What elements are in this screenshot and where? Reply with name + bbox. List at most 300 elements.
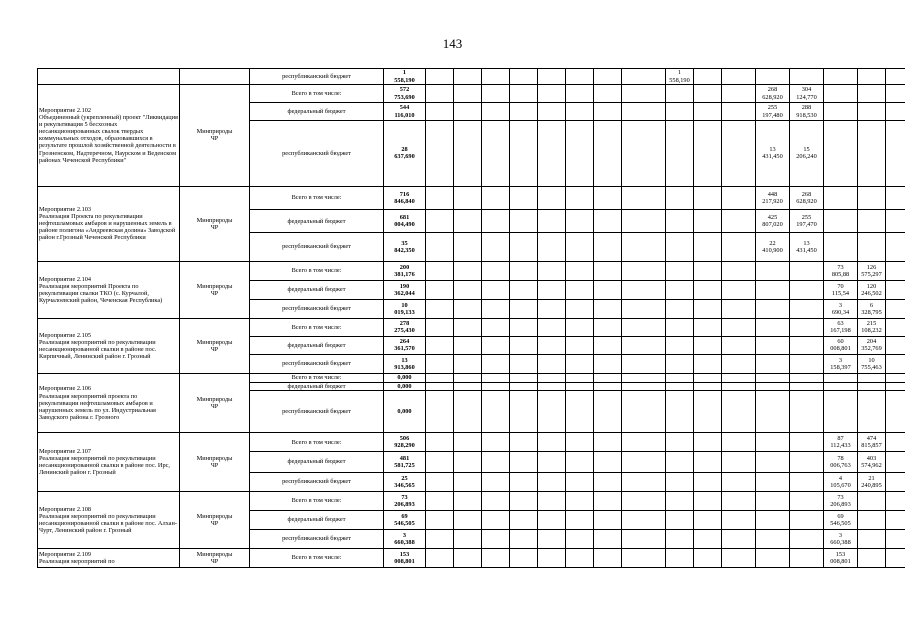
value-cell: 28 637,690 (384, 121, 426, 187)
value-cell (594, 391, 622, 433)
value-cell (594, 299, 622, 318)
value-cell (566, 103, 594, 121)
value-cell (666, 261, 694, 280)
funding-source-cell: республиканский бюджет (250, 472, 384, 491)
measure-name-cell: Мероприятие 2.102 Объединенный (укрепленный) проект "Ликвидация и рекультивация 5 бесхозных несанкционированных свалок твердых коммунальных отходов, образовавшихся в результате прошлой хозяйственной деятельности в Грозненском, Надтеречном, Наурском и Веденском районах Чеченской Республики" (38, 85, 180, 187)
value-cell: 3 660,388 (824, 529, 858, 548)
value-cell (858, 121, 886, 187)
value-cell (482, 354, 510, 373)
value-cell (666, 529, 694, 548)
funding-source-cell: федеральный бюджет (250, 510, 384, 529)
value-cell (694, 548, 722, 567)
value-cell (594, 529, 622, 548)
value-cell (510, 382, 538, 391)
value-cell (426, 491, 454, 510)
table-row (38, 186, 905, 209)
funding-source-cell: республиканский бюджет (250, 529, 384, 548)
value-cell (694, 433, 722, 452)
measure-name-cell: Мероприятие 2.109 Реализация мероприятий по (38, 548, 180, 567)
measure-name-cell: Мероприятие 2.108 Реализация мероприятий по рекультивации несанкционированной свалки в районе пос. Алхан-Чурт, Ленинский район г. Грозный (38, 491, 180, 548)
value-cell: 35 842,350 (384, 233, 426, 262)
funding-source-cell: Всего в том числе: (250, 433, 384, 452)
value-cell (510, 529, 538, 548)
value-cell: 120 246,502 (858, 280, 886, 299)
value-cell: 544 116,010 (384, 103, 426, 121)
value-cell (482, 85, 510, 103)
value-cell (858, 391, 886, 433)
value-cell: 126 575,297 (858, 261, 886, 280)
value-cell (722, 391, 756, 433)
value-cell (756, 491, 790, 510)
value-cell (622, 510, 666, 529)
value-cell: 255 197,470 (790, 209, 824, 232)
value-cell: 21 240,895 (858, 472, 886, 491)
value-cell (858, 548, 886, 567)
value-cell (566, 391, 594, 433)
value-cell (858, 529, 886, 548)
table-row (38, 491, 905, 510)
value-cell (454, 85, 482, 103)
value-cell (566, 510, 594, 529)
value-cell (566, 433, 594, 452)
value-cell (538, 548, 566, 567)
value-cell (722, 548, 756, 567)
value-cell (566, 373, 594, 382)
value-cell: 1 558,190 (666, 69, 694, 85)
table-row (38, 373, 905, 382)
value-cell (594, 336, 622, 354)
value-cell (566, 299, 594, 318)
value-cell (538, 69, 566, 85)
value-cell: 268 628,920 (790, 186, 824, 209)
value-cell (722, 280, 756, 299)
value-cell (594, 280, 622, 299)
value-cell (566, 529, 594, 548)
value-cell (694, 491, 722, 510)
value-cell (426, 433, 454, 452)
value-cell (622, 261, 666, 280)
value-cell: 288 918,530 (790, 103, 824, 121)
value-cell (566, 548, 594, 567)
value-cell (666, 548, 694, 567)
value-cell (756, 69, 790, 85)
value-cell (622, 373, 666, 382)
value-cell (886, 261, 905, 280)
value-cell (538, 336, 566, 354)
value-cell (482, 209, 510, 232)
value-cell (722, 373, 756, 382)
value-cell (694, 121, 722, 187)
value-cell (722, 472, 756, 491)
value-cell (538, 209, 566, 232)
value-cell (694, 233, 722, 262)
value-cell (594, 186, 622, 209)
value-cell (722, 121, 756, 187)
value-cell (694, 472, 722, 491)
value-cell (886, 510, 905, 529)
value-cell: 448 217,920 (756, 186, 790, 209)
value-cell (886, 336, 905, 354)
value-cell (666, 233, 694, 262)
value-cell (858, 85, 886, 103)
value-cell (538, 280, 566, 299)
value-cell (426, 354, 454, 373)
value-cell (824, 391, 858, 433)
budget-table (37, 68, 905, 568)
value-cell (886, 318, 905, 336)
value-cell: 716 846,840 (384, 186, 426, 209)
value-cell (566, 69, 594, 85)
funding-source-cell: федеральный бюджет (250, 336, 384, 354)
value-cell: 255 197,480 (756, 103, 790, 121)
value-cell (510, 318, 538, 336)
value-cell (790, 548, 824, 567)
value-cell (426, 299, 454, 318)
value-cell (594, 382, 622, 391)
value-cell (454, 354, 482, 373)
value-cell: 190 362,044 (384, 280, 426, 299)
value-cell: 4 105,670 (824, 472, 858, 491)
value-cell (510, 433, 538, 452)
value-cell: 13 431,450 (756, 121, 790, 187)
value-cell (694, 186, 722, 209)
value-cell (886, 85, 905, 103)
funding-source-cell: федеральный бюджет (250, 280, 384, 299)
value-cell (454, 261, 482, 280)
value-cell (482, 548, 510, 567)
value-cell (694, 261, 722, 280)
value-cell (566, 121, 594, 187)
value-cell: 63 167,198 (824, 318, 858, 336)
value-cell: 681 004,490 (384, 209, 426, 232)
value-cell (510, 233, 538, 262)
value-cell (482, 529, 510, 548)
value-cell (482, 299, 510, 318)
value-cell (594, 510, 622, 529)
value-cell (886, 69, 905, 85)
value-cell (510, 548, 538, 567)
value-cell: 15 206,240 (790, 121, 824, 187)
value-cell (666, 354, 694, 373)
value-cell (722, 209, 756, 232)
value-cell (886, 529, 905, 548)
value-cell (666, 373, 694, 382)
value-cell: 1 558,190 (384, 69, 426, 85)
value-cell (594, 548, 622, 567)
value-cell (566, 85, 594, 103)
value-cell (886, 433, 905, 452)
value-cell (886, 391, 905, 433)
value-cell (756, 354, 790, 373)
value-cell (594, 85, 622, 103)
value-cell (482, 103, 510, 121)
value-cell (756, 452, 790, 472)
value-cell (538, 510, 566, 529)
value-cell (858, 209, 886, 232)
value-cell (694, 280, 722, 299)
value-cell (790, 336, 824, 354)
value-cell (622, 121, 666, 187)
executor-cell: Минприроды ЧР (180, 373, 250, 432)
value-cell (454, 382, 482, 391)
value-cell (454, 373, 482, 382)
value-cell (538, 491, 566, 510)
measure-name-cell (38, 69, 180, 85)
value-cell (426, 472, 454, 491)
value-cell: 3 690,34 (824, 299, 858, 318)
value-cell (666, 452, 694, 472)
value-cell (622, 299, 666, 318)
value-cell (824, 209, 858, 232)
value-cell (538, 299, 566, 318)
value-cell (886, 280, 905, 299)
measure-name-cell: Мероприятие 2.106 Реализация мероприятий проекта по рекультивации нефтешламовых амбаров и нарушенных земель по ул. Индустриальная Заводского района г. Грозного (38, 373, 180, 432)
value-cell (756, 280, 790, 299)
value-cell (886, 354, 905, 373)
value-cell (622, 529, 666, 548)
funding-source-cell: республиканский бюджет (250, 233, 384, 262)
value-cell (426, 69, 454, 85)
value-cell (722, 233, 756, 262)
value-cell (756, 373, 790, 382)
value-cell (790, 491, 824, 510)
value-cell (426, 318, 454, 336)
value-cell (666, 299, 694, 318)
value-cell: 268 628,920 (756, 85, 790, 103)
value-cell (790, 299, 824, 318)
value-cell (482, 373, 510, 382)
value-cell (756, 510, 790, 529)
value-cell (594, 433, 622, 452)
value-cell (790, 433, 824, 452)
value-cell: 264 361,570 (384, 336, 426, 354)
value-cell (538, 103, 566, 121)
value-cell (756, 336, 790, 354)
value-cell (454, 233, 482, 262)
value-cell (666, 121, 694, 187)
value-cell (694, 391, 722, 433)
value-cell (756, 472, 790, 491)
funding-source-cell: республиканский бюджет (250, 354, 384, 373)
value-cell (538, 233, 566, 262)
value-cell (722, 529, 756, 548)
executor-cell: Минприроды ЧР (180, 261, 250, 318)
value-cell (694, 318, 722, 336)
value-cell (722, 382, 756, 391)
measure-name-cell: Мероприятие 2.107 Реализация мероприятий по рекультивации несанкционированной свалки в районе пос. Ирс, Ленинский район г. Грозный (38, 433, 180, 491)
value-cell (482, 186, 510, 209)
value-cell (426, 103, 454, 121)
value-cell (566, 186, 594, 209)
value-cell (622, 433, 666, 452)
value-cell: 22 410,900 (756, 233, 790, 262)
value-cell (694, 529, 722, 548)
value-cell (824, 85, 858, 103)
value-cell: 78 006,763 (824, 452, 858, 472)
value-cell (538, 452, 566, 472)
value-cell (566, 209, 594, 232)
executor-cell: Минприроды ЧР (180, 318, 250, 373)
value-cell (622, 452, 666, 472)
executor-cell (180, 69, 250, 85)
value-cell (622, 280, 666, 299)
page-number: 143 (442, 36, 463, 51)
value-cell (566, 318, 594, 336)
value-cell (622, 336, 666, 354)
value-cell: 506 928,290 (384, 433, 426, 452)
value-cell (426, 529, 454, 548)
value-cell (858, 382, 886, 391)
value-cell (510, 121, 538, 187)
value-cell (622, 382, 666, 391)
value-cell (426, 121, 454, 187)
value-cell (790, 280, 824, 299)
value-cell (722, 318, 756, 336)
value-cell (454, 280, 482, 299)
value-cell (886, 103, 905, 121)
funding-source-cell: Всего в том числе: (250, 548, 384, 567)
value-cell (824, 69, 858, 85)
value-cell (666, 510, 694, 529)
value-cell: 474 815,857 (858, 433, 886, 452)
value-cell (482, 391, 510, 433)
value-cell (538, 85, 566, 103)
value-cell (594, 318, 622, 336)
funding-source-cell: Всего в том числе: (250, 85, 384, 103)
value-cell: 572 753,690 (384, 85, 426, 103)
value-cell (510, 472, 538, 491)
value-cell (694, 299, 722, 318)
value-cell (594, 209, 622, 232)
value-cell: 481 581,725 (384, 452, 426, 472)
value-cell (426, 336, 454, 354)
value-cell: 0,000 (384, 382, 426, 391)
value-cell (756, 433, 790, 452)
value-cell (426, 261, 454, 280)
value-cell (722, 491, 756, 510)
value-cell (666, 382, 694, 391)
value-cell (510, 103, 538, 121)
value-cell (722, 261, 756, 280)
value-cell (790, 354, 824, 373)
value-cell (858, 510, 886, 529)
value-cell (594, 261, 622, 280)
value-cell: 0,000 (384, 373, 426, 382)
value-cell (538, 373, 566, 382)
value-cell (538, 261, 566, 280)
value-cell (722, 433, 756, 452)
value-cell (622, 69, 666, 85)
value-cell (454, 299, 482, 318)
value-cell (886, 373, 905, 382)
value-cell (510, 354, 538, 373)
value-cell (566, 382, 594, 391)
value-cell (886, 233, 905, 262)
measure-name-cell: Мероприятие 2.103 Реализация Проекта по рекультивации нефтешламовых амбаров и нарушенных земель в районе полигона «Андреевская долина» Заводской район г.Грозный Чеченской Республики (38, 186, 180, 261)
value-cell (622, 472, 666, 491)
value-cell (454, 209, 482, 232)
value-cell (454, 433, 482, 452)
funding-source-cell: республиканский бюджет (250, 299, 384, 318)
value-cell (426, 186, 454, 209)
value-cell: 6 328,795 (858, 299, 886, 318)
value-cell (886, 299, 905, 318)
value-cell (482, 510, 510, 529)
value-cell (722, 299, 756, 318)
value-cell (454, 452, 482, 472)
value-cell (566, 491, 594, 510)
value-cell: 3 660,388 (384, 529, 426, 548)
value-cell: 304 124,770 (790, 85, 824, 103)
value-cell (566, 280, 594, 299)
value-cell (510, 280, 538, 299)
value-cell (538, 382, 566, 391)
value-cell (790, 261, 824, 280)
value-cell (454, 391, 482, 433)
value-cell: 215 108,232 (858, 318, 886, 336)
table-row (38, 433, 905, 452)
value-cell (790, 452, 824, 472)
value-cell (482, 336, 510, 354)
value-cell (666, 391, 694, 433)
value-cell (824, 373, 858, 382)
funding-source-cell: Всего в том числе: (250, 491, 384, 510)
value-cell: 13 431,450 (790, 233, 824, 262)
value-cell (482, 433, 510, 452)
value-cell (756, 382, 790, 391)
executor-cell: Минприроды ЧР (180, 186, 250, 261)
value-cell (510, 391, 538, 433)
value-cell (666, 472, 694, 491)
value-cell (622, 233, 666, 262)
value-cell (482, 318, 510, 336)
value-cell (510, 373, 538, 382)
value-cell (722, 452, 756, 472)
value-cell (694, 103, 722, 121)
value-cell (666, 186, 694, 209)
funding-source-cell: республиканский бюджет (250, 121, 384, 187)
value-cell (454, 121, 482, 187)
value-cell (454, 510, 482, 529)
value-cell (694, 510, 722, 529)
value-cell (666, 85, 694, 103)
value-cell: 10 019,133 (384, 299, 426, 318)
value-cell (538, 186, 566, 209)
value-cell (454, 103, 482, 121)
value-cell (538, 391, 566, 433)
value-cell (426, 382, 454, 391)
value-cell: 425 807,020 (756, 209, 790, 232)
value-cell (722, 186, 756, 209)
value-cell (666, 318, 694, 336)
value-cell: 153 008,801 (384, 548, 426, 567)
value-cell (454, 186, 482, 209)
value-cell (756, 261, 790, 280)
value-cell (538, 433, 566, 452)
measure-name-cell: Мероприятие 2.104 Реализация мероприятий Проекта по рекультивации свалки ТКО (с. Курчалой, Курчалоевский район, Чеченская Республика) (38, 261, 180, 318)
value-cell (454, 491, 482, 510)
value-cell: 73 206,893 (824, 491, 858, 510)
value-cell (622, 209, 666, 232)
value-cell: 403 574,962 (858, 452, 886, 472)
value-cell (594, 472, 622, 491)
value-cell (666, 433, 694, 452)
value-cell: 204 352,769 (858, 336, 886, 354)
value-cell (510, 491, 538, 510)
value-cell (858, 186, 886, 209)
value-cell (454, 318, 482, 336)
value-cell (722, 103, 756, 121)
